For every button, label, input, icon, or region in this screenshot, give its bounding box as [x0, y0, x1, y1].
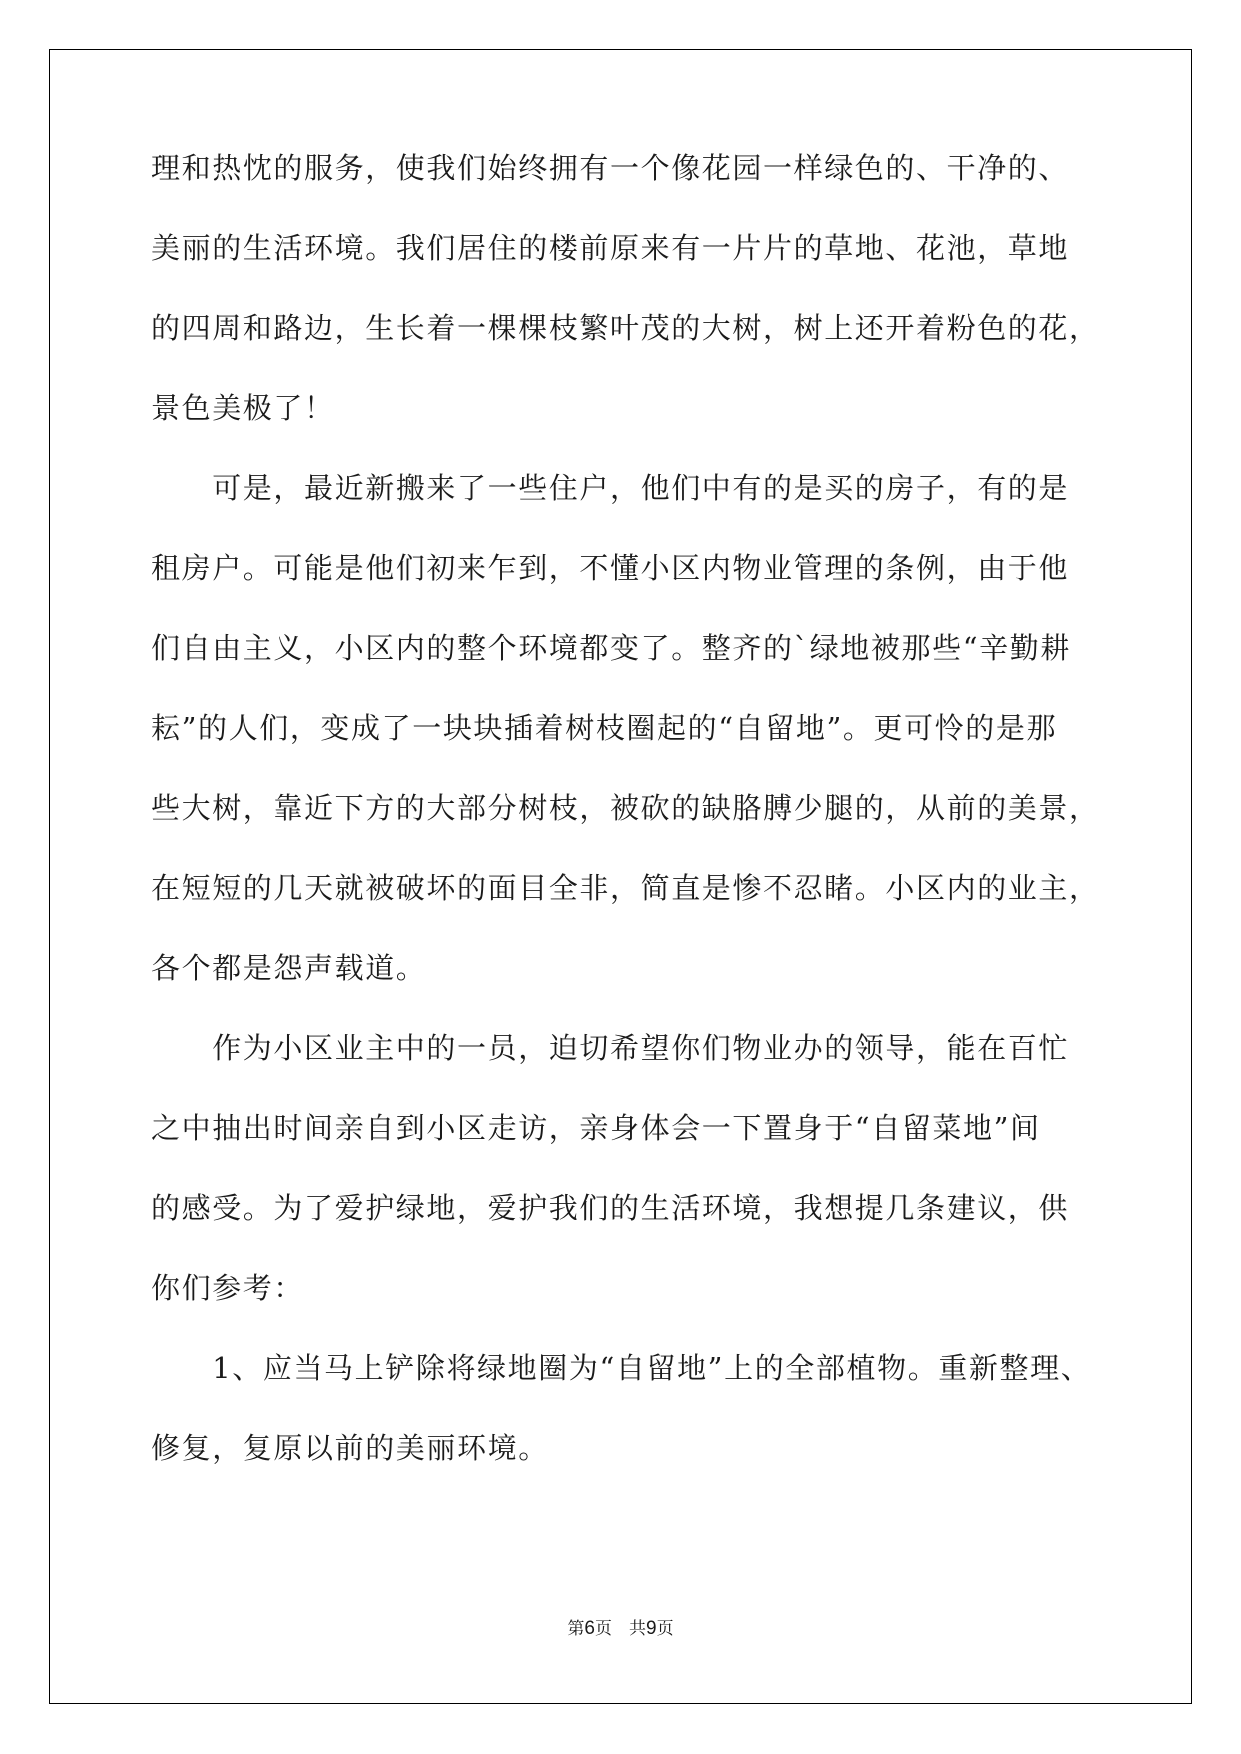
text-line: 可是，最近新搬来了一些住户，他们中有的是买的房子，有的是 — [151, 471, 1070, 505]
text-line: 耘”的人们，变成了一块块插着树枝圈起的“自留地”。更可怜的是那 — [151, 711, 1058, 745]
document-body — [151, 150, 1100, 1510]
page-current-number: 6 — [584, 1618, 595, 1639]
text-line: 美丽的生活环境。我们居住的楼前原来有一片片的草地、花池，草地 — [151, 231, 1070, 265]
page-mid: 页 共 — [595, 1619, 646, 1639]
text-line: 租房户。可能是他们初来乍到，不懂小区内物业管理的条例，由于他 — [151, 551, 1070, 585]
page-prefix: 第 — [567, 1619, 585, 1639]
text-line: 的感受。为了爱护绿地，爱护我们的生活环境，我想提几条建议，供 — [151, 1191, 1070, 1225]
page-suffix: 页 — [656, 1619, 674, 1639]
text-line: 景色美极了！ — [151, 391, 335, 425]
text-line: 你们参考： — [151, 1271, 305, 1305]
text-line: 作为小区业主中的一员，迫切希望你们物业办的领导，能在百忙 — [151, 1031, 1070, 1065]
text-line: 在短短的几天就被破坏的面目全非，简直是惨不忍睹。小区内的业主， — [151, 871, 1100, 905]
page-total-number: 9 — [646, 1618, 657, 1639]
text-line: 们自由主义，小区内的整个环境都变了。整齐的`绿地被那些“辛勤耕 — [151, 631, 1071, 665]
text-line: 的四周和路边，生长着一棵棵枝繁叶茂的大树，树上还开着粉色的花， — [151, 311, 1100, 345]
text-line: 理和热忱的服务，使我们始终拥有一个像花园一样绿色的、干净的、 — [151, 151, 1070, 185]
text-line: 各个都是怨声载道。 — [151, 951, 427, 985]
page-footer — [0, 1614, 1241, 1640]
text-line: 之中抽出时间亲自到小区走访，亲身体会一下置身于“自留菜地”间 — [151, 1111, 1041, 1145]
text-line: 修复，复原以前的美丽环境。 — [151, 1431, 549, 1465]
text-line: 些大树，靠近下方的大部分树枝，被砍的缺胳膊少腿的，从前的美景， — [151, 791, 1100, 825]
text-line: 1、应当马上铲除将绿地圈为“自留地”上的全部植物。重新整理、 — [151, 1351, 1092, 1385]
